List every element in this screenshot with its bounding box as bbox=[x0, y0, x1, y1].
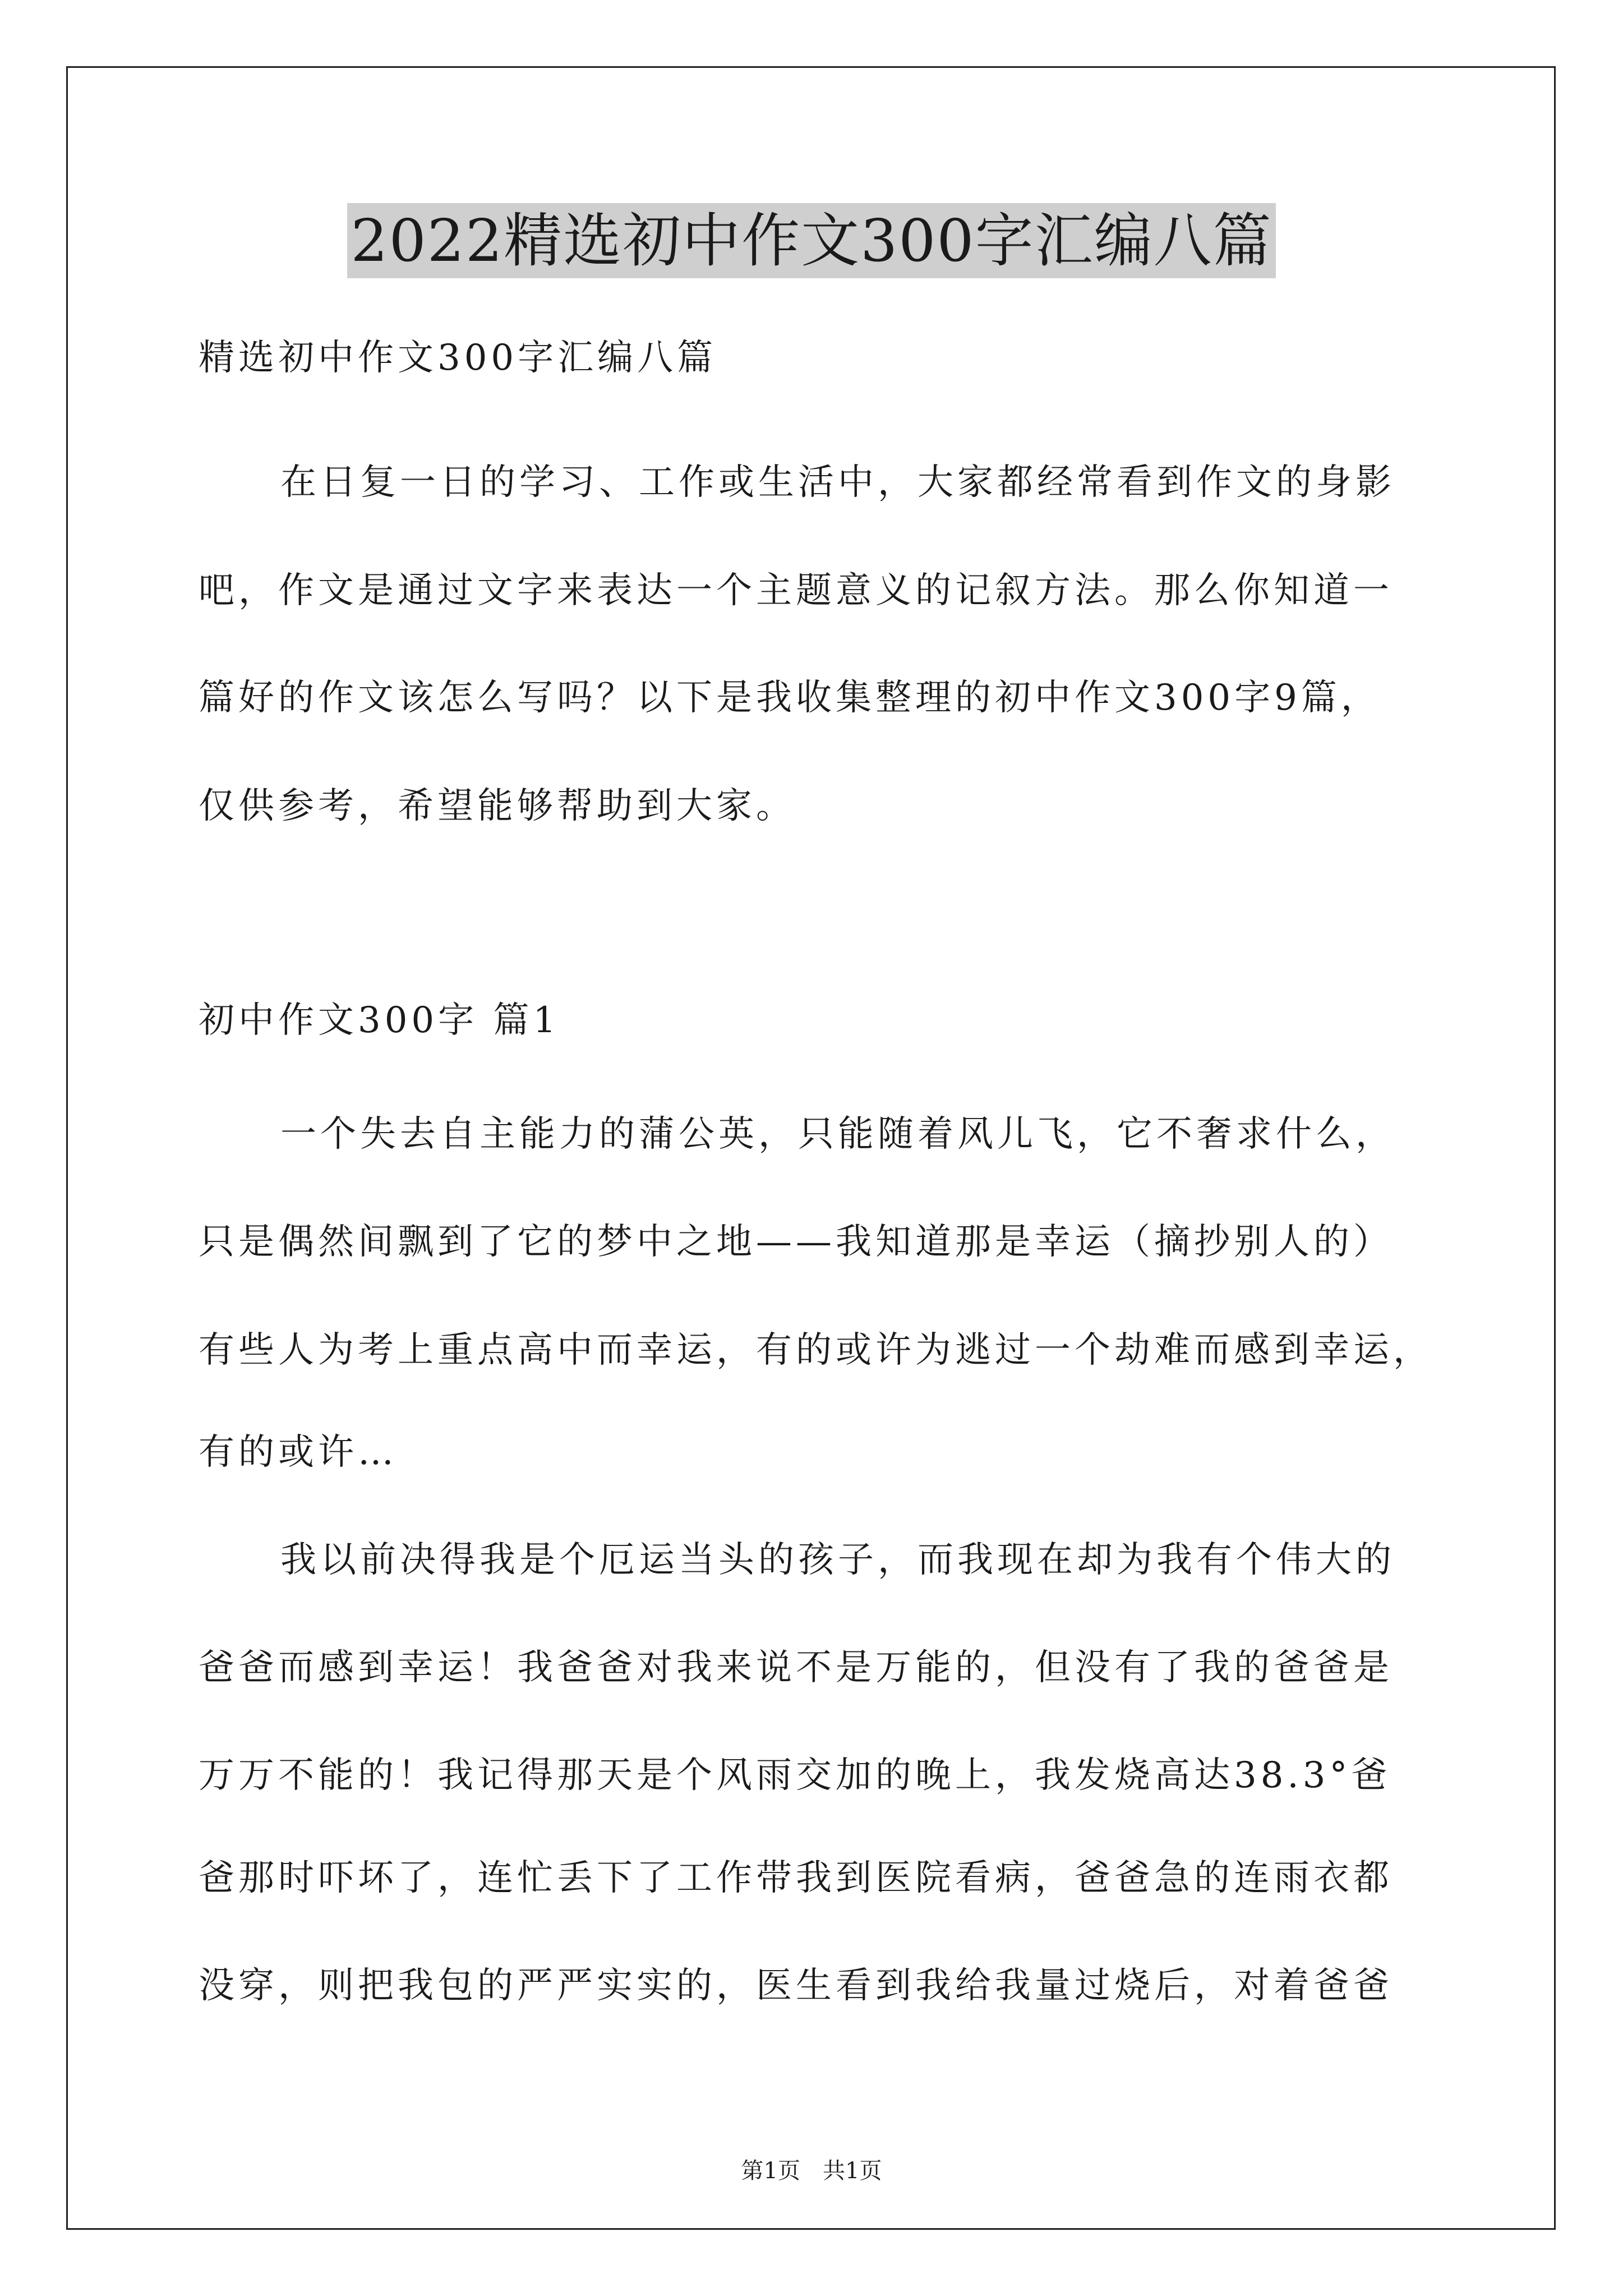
paragraph-line: 爸那时吓坏了，连忙丢下了工作带我到医院看病，爸爸急的连雨衣都 bbox=[199, 1857, 1393, 1899]
document-title: 2022精选初中作文300字汇编八篇 bbox=[347, 203, 1275, 278]
paragraph-line: 在日复一日的学习、工作或生活中，大家都经常看到作文的身影 bbox=[280, 462, 1395, 503]
paragraph-line: 吧，作文是通过文字来表达一个主题意义的记叙方法。那么你知道一 bbox=[199, 570, 1393, 611]
paragraph-line: 万万不能的！我记得那天是个风雨交加的晚上，我发烧高达38.3°爸 bbox=[199, 1755, 1391, 1796]
paragraph-line: 爸爸而感到幸运！我爸爸对我来说不是万能的，但没有了我的爸爸是 bbox=[199, 1647, 1393, 1688]
section-heading: 初中作文300字 篇1 bbox=[199, 1000, 560, 1041]
paragraph-line: 有的或许… bbox=[199, 1432, 398, 1473]
paragraph-line: 我以前决得我是个厄运当头的孩子，而我现在却为我有个伟大的 bbox=[280, 1539, 1395, 1581]
paragraph-line: 仅供参考，希望能够帮助到大家。 bbox=[199, 785, 796, 827]
page-footer: 第1页 共1页 bbox=[741, 2158, 882, 2184]
paragraph-line: 有些人为考上重点高中而幸运，有的或许为逃过一个劫难而感到幸运， bbox=[199, 1329, 1433, 1371]
subtitle-line: 精选初中作文300字汇编八篇 bbox=[199, 337, 717, 379]
paragraph-line: 篇好的作文该怎么写吗？以下是我收集整理的初中作文300字9篇， bbox=[199, 677, 1381, 719]
paragraph-line: 只是偶然间飘到了它的梦中之地——我知道那是幸运（摘抄别人的） bbox=[199, 1221, 1393, 1263]
paragraph-line: 一个失去自主能力的蒲公英，只能随着风儿飞，它不奢求什么， bbox=[280, 1114, 1395, 1155]
paragraph-line: 没穿，则把我包的严严实实的，医生看到我给我量过烧后，对着爸爸 bbox=[199, 1965, 1393, 2007]
title-container bbox=[0, 203, 1623, 278]
